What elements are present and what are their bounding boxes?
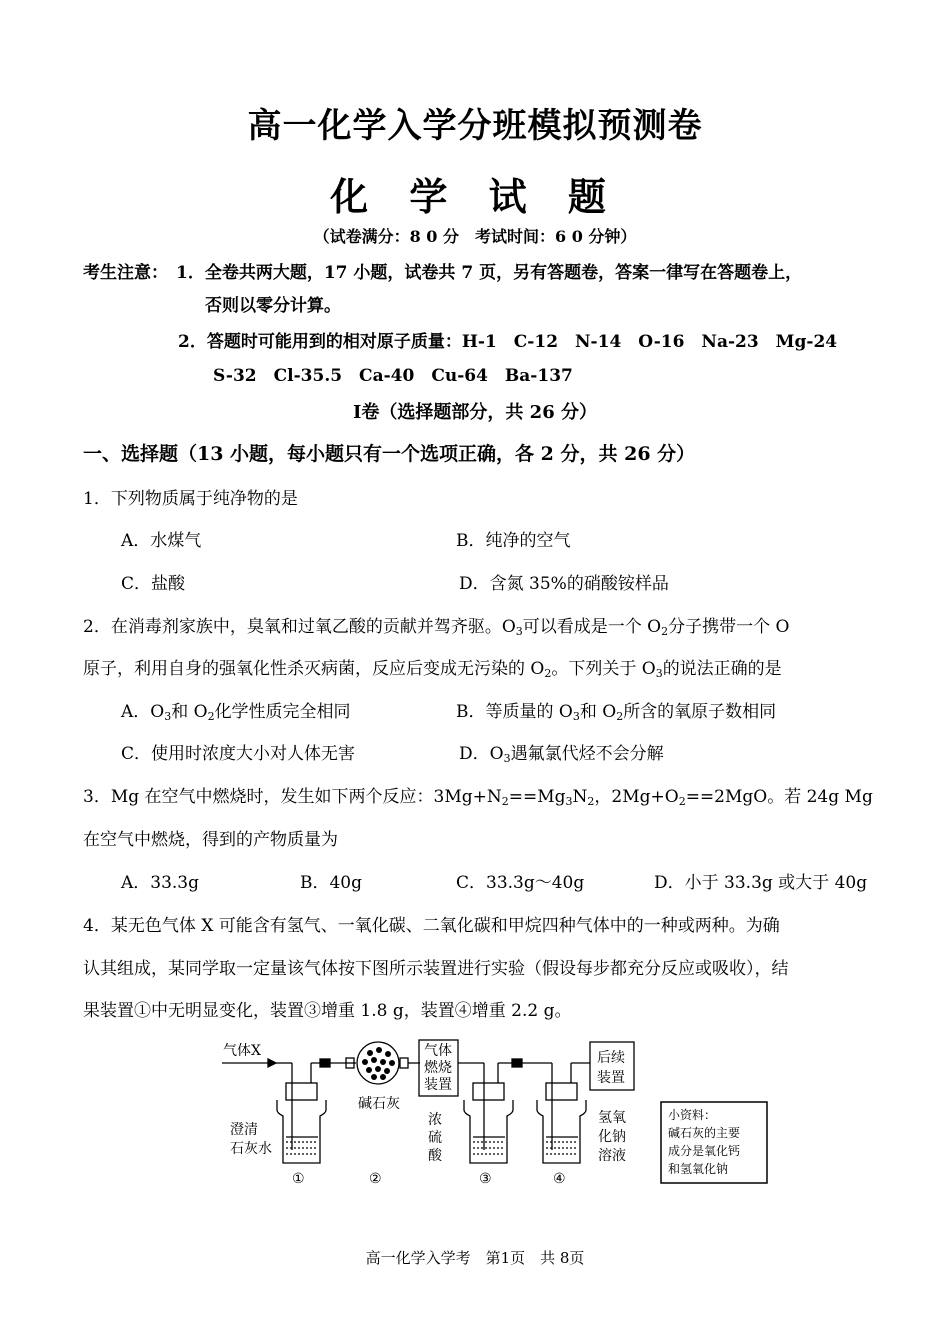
- label-burner-3: 装置: [424, 1077, 452, 1093]
- q3-option-b: B．40g: [300, 873, 363, 893]
- info-line-4: 和氢氧化钠: [668, 1162, 729, 1176]
- gas-inlet-arrowhead: [268, 1059, 276, 1067]
- label-limewater-1: 澄清: [230, 1122, 258, 1138]
- q3-line2: 在空气中燃烧，得到的产物质量为: [83, 830, 338, 850]
- q2-option-d: D．$O_3$遇氟氯代烃不会分解: [459, 744, 664, 765]
- label-n2: ②: [369, 1171, 382, 1187]
- q2-option-c: C．使用时浓度大小对人体无害: [121, 744, 356, 764]
- q1-stem: 1．下列物质属于纯净物的是: [83, 489, 298, 509]
- q3-option-c: C．33.3g～40g: [456, 873, 585, 893]
- q1-option-c: C．盐酸: [121, 574, 186, 594]
- info-line-1: 小资料：: [668, 1108, 717, 1122]
- exam-subtitle: 化 学 试 题: [330, 175, 620, 219]
- q4-line1: 4．某无色气体 X 可能含有氢气、一氧化碳、二氧化碳和甲烷四种气体中的一种或两种。为确: [83, 916, 780, 936]
- notes-item2-line1: 2．答题时可能用到的相对原子质量：H-1 C-12 N-14 O-16 Na-23 Mg-24: [178, 332, 838, 352]
- soda-lime-granules: [362, 1047, 395, 1080]
- label-naoh-1: 氢氧: [598, 1110, 626, 1126]
- q2-option-a: A．$O_3$和 $O_2$化学性质完全相同: [121, 702, 351, 723]
- q2-line1: 2．在消毒剂家族中，臭氧和过氧乙酸的贡献并驾齐驱。$O_3$可以看成是一个 $O_2$分子携带一个 O: [83, 617, 790, 638]
- notes-item1-line2: 否则以零分计算。: [205, 296, 341, 316]
- bottle-1-limewater: [276, 1063, 326, 1163]
- label-acid-2: 硫: [428, 1130, 442, 1146]
- q1-option-d: D．含氮 35%的硝酸铵样品: [459, 574, 669, 594]
- part-title: I卷（选择题部分，共 26 分）: [352, 402, 597, 423]
- info-line-2: 碱石灰的主要: [668, 1126, 741, 1140]
- q1-option-b: B．纯净的空气: [456, 531, 571, 551]
- exam-info: （试卷满分：8 0 分 考试时间：6 0 分钟）: [313, 227, 637, 246]
- q3-line1: 3．Mg 在空气中燃烧时，发生如下两个反应：$3Mg+N_2==Mg_3N_2$，$2Mg+O_2==2MgO$。若 24g Mg: [83, 787, 873, 808]
- info-line-3: 成分是氧化钙: [668, 1144, 741, 1158]
- label-limewater-2: 石灰水: [230, 1141, 272, 1157]
- label-n3: ③: [479, 1171, 492, 1187]
- q3-option-d: D．小于 33.3g 或大于 40g: [654, 873, 868, 893]
- notes-item2-line2: S-32 Cl-35.5 Ca-40 Cu-64 Ba-137: [213, 366, 573, 386]
- label-acid-3: 酸: [428, 1148, 442, 1164]
- label-naoh-2: 化钠: [598, 1129, 626, 1145]
- exam-title: 高一化学入学分班模拟预测卷: [247, 106, 703, 146]
- q4-line2: 认其组成，某同学取一定量该气体按下图所示装置进行实验（假设每步都充分反应或吸收），结: [83, 959, 789, 979]
- label-acid-1: 浓: [428, 1112, 442, 1128]
- q2-line2: 原子，利用自身的强氧化性杀灭病菌，反应后变成无污染的 $O_2$。下列关于 $O_3$的说法正确的是: [83, 659, 782, 680]
- q3-option-a: A．33.3g: [121, 873, 200, 893]
- q1-option-a: A．水煤气: [121, 531, 202, 551]
- label-n4: ④: [553, 1171, 566, 1187]
- label-burner-1: 气体: [424, 1043, 452, 1059]
- bottle-3-acid: [464, 1063, 513, 1163]
- label-n1: ①: [292, 1171, 305, 1187]
- notes-lead: 考生注意：: [83, 263, 168, 283]
- q4-line3: 果装置①中无明显变化，装置③增重 1.8 g，装置④增重 2.2 g。: [83, 1001, 572, 1021]
- label-after-2: 装置: [597, 1070, 625, 1086]
- label-burner-2: 燃烧: [424, 1060, 452, 1076]
- label-after-1: 后续: [597, 1050, 625, 1066]
- page-footer: 高一化学入学考 第1页 共 8页: [365, 1249, 585, 1267]
- label-gas-x: 气体X: [223, 1043, 261, 1059]
- label-soda-lime: 碱石灰: [358, 1096, 400, 1112]
- bottle-4-naoh: [537, 1063, 586, 1163]
- notes-item1-line1: 1．全卷共两大题，17 小题，试卷共 7 页，另有答题卷，答案一律写在答题卷上，: [176, 263, 803, 283]
- q2-option-b: B．等质量的 $O_3$和 $O_2$所含的氧原子数相同: [456, 702, 777, 723]
- label-naoh-3: 溶液: [598, 1148, 626, 1164]
- section-title: 一、选择题（13 小题，每小题只有一个选项正确，各 2 分，共 26 分）: [83, 443, 696, 465]
